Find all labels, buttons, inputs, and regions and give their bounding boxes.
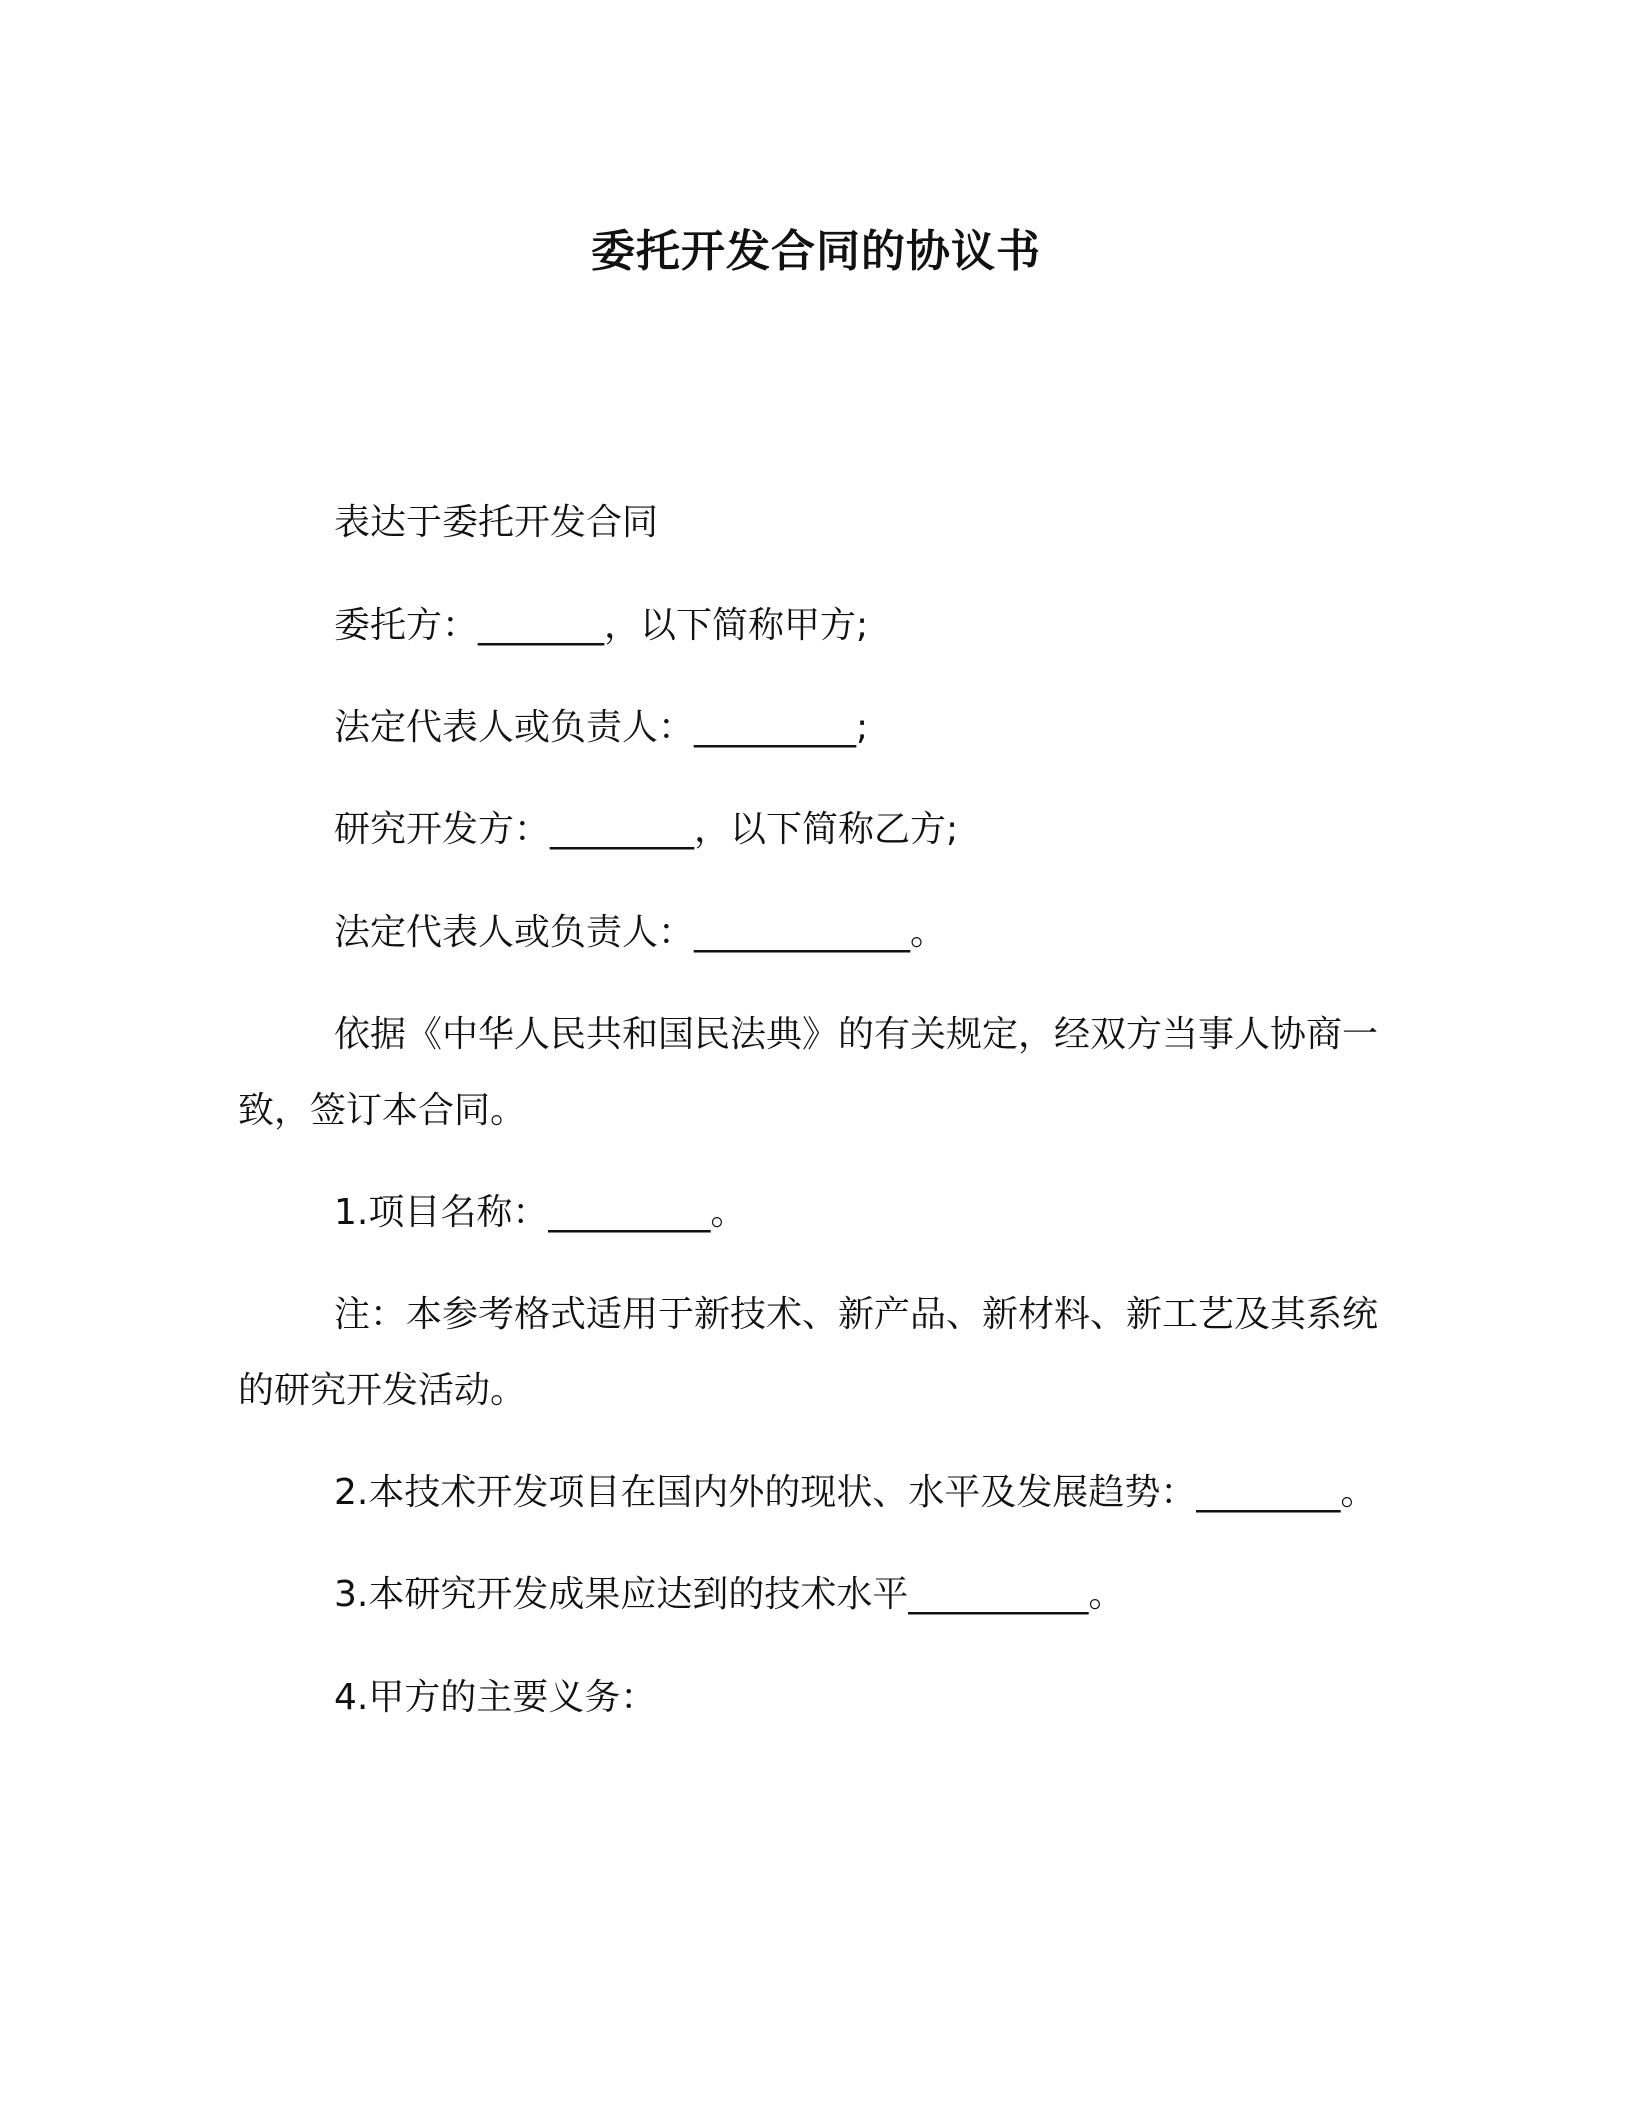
paragraph-status-trend: 2.本技术开发项目在国内外的现状、水平及发展趋势：________。 [334, 1472, 1377, 1513]
paragraph-technical-level: 3.本研究开发成果应达到的技术水平__________。 [334, 1574, 1125, 1615]
paragraph-project-name: 1.项目名称：_________。 [334, 1192, 747, 1233]
paragraph-legal-basis: 依据《中华人民共和国民法典》的有关规定，经双方当事人协商一致，签订本合同。 [238, 1014, 1379, 1131]
document-title: 委托开发合同的协议书 [591, 226, 1041, 277]
paragraph-legal-rep-a: 法定代表人或负责人：_________; [334, 707, 869, 748]
paragraph-developer-party: 研究开发方：________，以下简称乙方; [334, 809, 959, 850]
paragraph-legal-rep-b: 法定代表人或负责人：____________。 [334, 912, 947, 953]
paragraph-party-a-obligations: 4.甲方的主要义务： [334, 1677, 657, 1718]
paragraph-subtitle: 表达于委托开发合同 [334, 502, 659, 543]
paragraph-note: 注：本参考格式适用于新技术、新产品、新材料、新工艺及其系统的研究开发活动。 [238, 1294, 1379, 1411]
paragraph-entrusting-party: 委托方：_______，以下简称甲方; [334, 605, 869, 646]
